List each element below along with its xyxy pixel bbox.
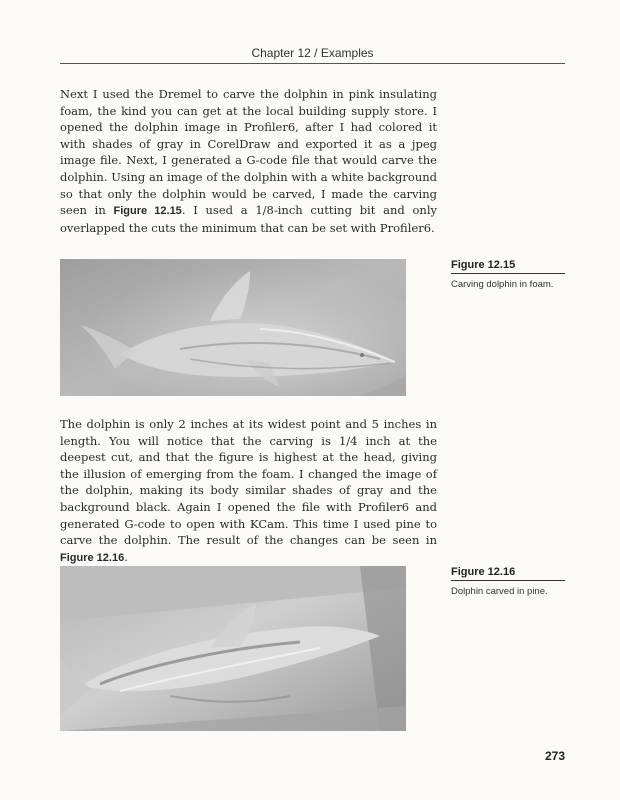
body-paragraph-2 — [60, 416, 437, 566]
para1-text-a: Next I used the Dremel to carve the dolphin in pink insulating foam, the kind you can get at the local building supply store. I opened the dolphin image in Profiler6, after I had colored it with shades of gray in CorelDraw and exported it as a jpeg image file. Next, I generated a G-code file that would carve the dolphin. Using an image of the dolphin with a white background so that only the dolphin would be carved, I made the carving seen in — [60, 87, 437, 218]
header-rule — [60, 63, 565, 64]
figure-12-16-label — [451, 566, 565, 598]
para2-text-a: The dolphin is only 2 inches at its widest point and 5 inches in length. You will notice that the carving is 1/4 inch at the deepest cut, and that the figure is highest at the head, giving the illusion of emerging from the foam. I changed the image of the dolphin, making its body similar shades of gray and the background black. Again I opened the file with Profiler6 and generated G-code to open with KCam. This time I used pine to carve the dolphin. The result of the changes can be seen in — [60, 417, 437, 548]
para1-text-b: . I used a 1/8-inch cutting bit and only overlapped the cuts the minimum that can be set with Profiler6. — [60, 203, 437, 235]
figure-12-15-title: Figure 12.15 — [451, 259, 565, 274]
figure-12-15-reference: Figure 12.15 — [113, 205, 182, 218]
figure-12-16-caption: Dolphin carved in pine. — [451, 586, 548, 597]
para2-text-b: . — [124, 549, 128, 564]
figure-12-16-photo — [60, 566, 406, 731]
figure-12-16-reference: Figure 12.16 — [60, 551, 125, 564]
figure-12-15-photo — [60, 259, 406, 396]
figure-12-15-label — [451, 259, 565, 291]
figure-12-15-caption: Carving dolphin in foam. — [451, 279, 554, 290]
figure-12-16-title: Figure 12.16 — [451, 566, 565, 581]
running-head: Chapter 12 / Examples — [251, 46, 374, 60]
body-paragraph-1 — [60, 86, 437, 236]
page-number: 273 — [544, 749, 565, 763]
